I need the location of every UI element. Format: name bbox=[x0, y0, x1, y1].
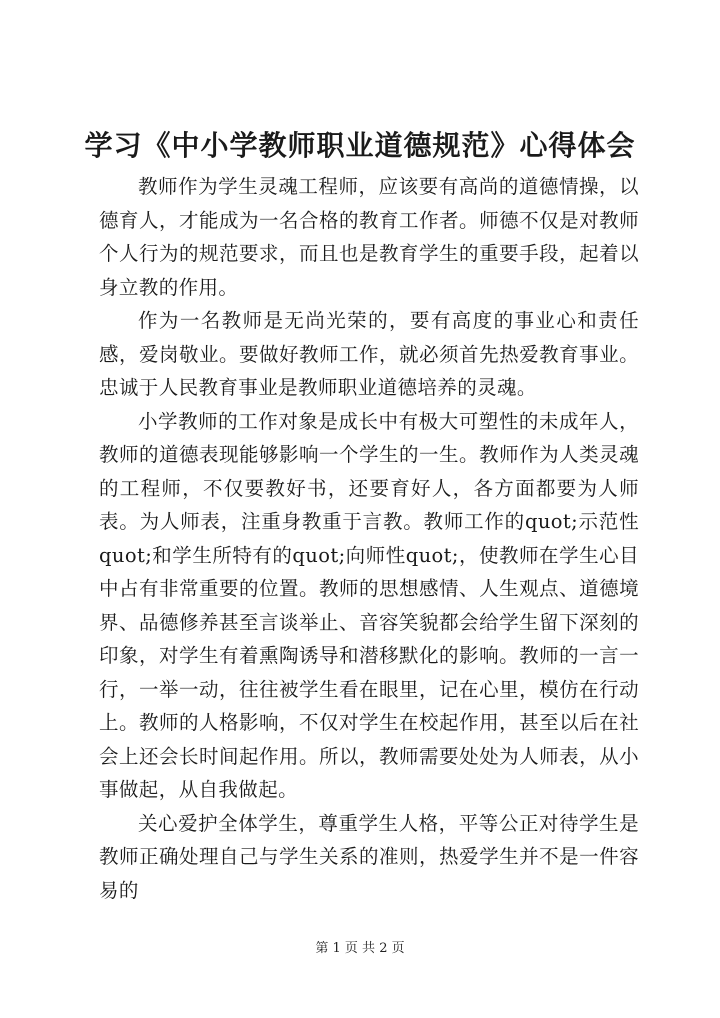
document-body bbox=[99, 170, 639, 907]
paragraph-3: 小学教师的工作对象是成长中有极大可塑性的未成年人，教师的道德表现能够影响一个学生的一生。教师作为人类灵魂的工程师，不仅要教好书，还要育好人，各方面都要为人师表。为人师表，注重身教重于言教。教师工作的quot;示范性quot;和学生所特有的quot;向师性quot;，使教师在学生心目中占有非常重要的位置。教师的思想感情、人生观点、道德境界、品德修养甚至言谈举止、音容笑貌都会给学生留下深刻的印象，对学生有着熏陶诱导和潜移默化的影响。教师的一言一行，一举一动，往往被学生看在眼里，记在心里，模仿在行动上。教师的人格影响，不仅对学生在校起作用，甚至以后在社会上还会长时间起作用。所以，教师需要处处为人师表，从小事做起，从自我做起。 bbox=[99, 409, 639, 801]
paragraph-1: 教师作为学生灵魂工程师，应该要有高尚的道德情操，以德育人，才能成为一名合格的教育工作者。师德不仅是对教师个人行为的规范要求，而且也是教育学生的重要手段，起着以身立教的作用。 bbox=[99, 175, 639, 299]
paragraph-4: 关心爱护全体学生，尊重学生人格，平等公正对待学生是教师正确处理自己与学生关系的准则，热爱学生并不是一件容易的 bbox=[99, 811, 639, 902]
paragraph-2: 作为一名教师是无尚光荣的，要有高度的事业心和责任感，爱岗敬业。要做好教师工作，就必须首先热爱教育事业。忠诚于人民教育事业是教师职业道德培养的灵魂。 bbox=[99, 309, 639, 399]
page-number-footer: 第 1 页 共 2 页 bbox=[315, 941, 405, 956]
document-title: 学习《中小学教师职业道德规范》心得体会 bbox=[84, 129, 636, 162]
